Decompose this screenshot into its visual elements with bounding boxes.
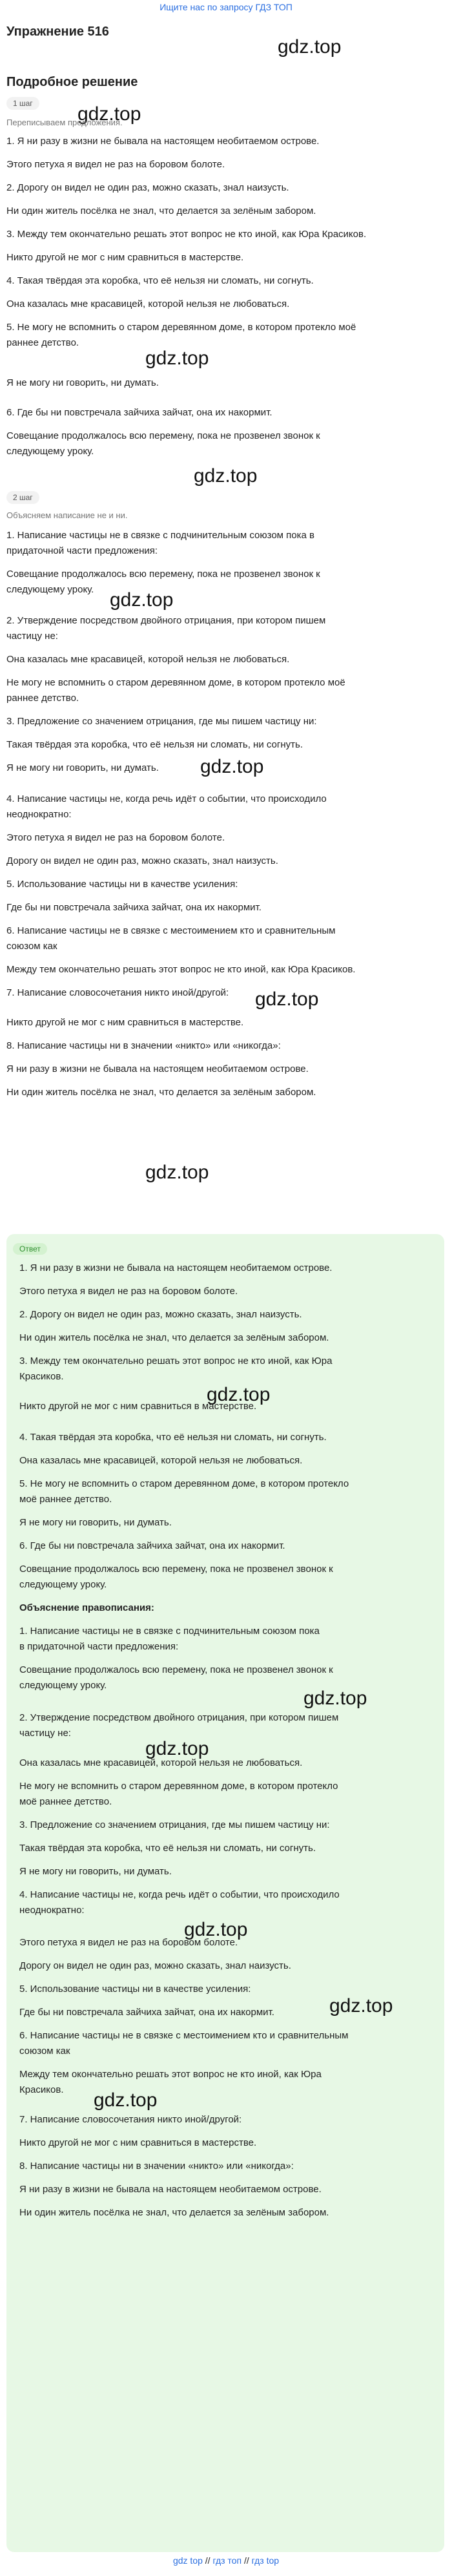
answer-line: 3. Предложение со значением отрицания, где мы пишем частицу ни: xyxy=(19,1819,330,1830)
answer-line: 4. Написание частицы не, когда речь идёт о событии, что происходило xyxy=(19,1889,340,1900)
step-2-line: 8. Написание частицы ни в значении «никто» или «никогда»: xyxy=(6,1040,281,1051)
step-1-line: Она казалась мне красавицей, которой нельзя не любоваться. xyxy=(6,298,290,309)
answer-line: в придаточной части предложения: xyxy=(19,1641,179,1652)
watermark-logo: gdz.top xyxy=(110,589,174,611)
step-1-line: 5. Не могу не вспомнить о старом деревянном доме, в котором протекло моё xyxy=(6,322,356,333)
answer-line: Я не могу ни говорить, ни думать. xyxy=(19,1866,172,1877)
watermark-logo: gdz.top xyxy=(94,2089,158,2111)
answer-line: Такая твёрдая эта коробка, что её нельзя ни сломать, ни согнуть. xyxy=(19,1843,316,1854)
watermark-logo: gdz.top xyxy=(194,465,258,487)
answer-line: частицу не: xyxy=(19,1728,71,1739)
watermark-logo: gdz.top xyxy=(77,103,141,125)
footer-separator: // xyxy=(205,2555,211,2566)
step-2-line: Совещание продолжалось всю перемену, пока не прозвенел звонок к xyxy=(6,569,320,580)
answer-line: Не могу не вспомнить о старом деревянном доме, в котором протекло xyxy=(19,1781,338,1792)
step-2-line: 7. Написание словосочетания никто иной/другой: xyxy=(6,987,229,998)
answer-line: 6. Где бы ни повстречала зайчиха зайчат, она их накормит. xyxy=(19,1540,285,1551)
step-1-line: Ни один житель посёлка не знал, что делается за зелёным забором. xyxy=(6,205,316,216)
step-2-line: 2. Утверждение посредством двойного отрицания, при котором пишем xyxy=(6,615,326,626)
answer-line: 5. Использование частицы ни в качестве усиления: xyxy=(19,1984,251,1995)
step-1-line: 3. Между тем окончательно решать этот вопрос не кто иной, как Юра Красиков. xyxy=(6,229,367,240)
step-1-line: 2. Дорогу он видел не один раз, можно сказать, знал наизусть. xyxy=(6,182,289,193)
answer-line: Этого петуха я видел не раз на боровом болоте. xyxy=(19,1937,238,1948)
step-2-line: Никто другой не мог с ним сравниться в мастерстве. xyxy=(6,1017,244,1028)
answer-line: Где бы ни повстречала зайчиха зайчат, она их накормит. xyxy=(19,2007,274,2018)
step-2-line: Где бы ни повстречала зайчиха зайчат, она их накормит. xyxy=(6,902,262,913)
step-2-line: 1. Написание частицы не в связке с подчинительным союзом пока в xyxy=(6,530,314,541)
answer-line: 1. Я ни разу в жизни не бывала на настоящем необитаемом острове. xyxy=(19,1262,333,1273)
answer-line: следующему уроку. xyxy=(19,1579,107,1590)
step-2-line: Я не могу ни говорить, ни думать. xyxy=(6,762,159,773)
watermark-logo: gdz.top xyxy=(255,989,319,1010)
answer-line: 2. Дорогу он видел не один раз, можно сказать, знал наизусть. xyxy=(19,1309,302,1320)
step-2-line: Дорогу он видел не один раз, можно сказать, знал наизусть. xyxy=(6,855,278,866)
answer-line: союзом как xyxy=(19,2046,70,2057)
footer-link-gdz-top[interactable]: gdz top xyxy=(172,2555,203,2566)
answer-line: моё раннее детство. xyxy=(19,1796,112,1807)
watermark-logo: gdz.top xyxy=(184,1919,248,1940)
answer-line: Ни один житель посёлка не знал, что делается за зелёным забором. xyxy=(19,1332,329,1343)
step-2-hint: Объясняем написание не и ни. xyxy=(6,510,128,520)
answer-line: 7. Написание словосочетания никто иной/другой: xyxy=(19,2114,242,2125)
answer-line: 2. Утверждение посредством двойного отрицания, при котором пишем xyxy=(19,1712,339,1723)
step-2-line: Такая твёрдая эта коробка, что её нельзя ни сломать, ни согнуть. xyxy=(6,739,303,750)
watermark-logo: gdz.top xyxy=(145,1162,209,1183)
answer-line: Никто другой не мог с ним сравниться в мастерстве. xyxy=(19,2137,257,2148)
step-2-line: частицу не: xyxy=(6,631,58,642)
step-2-line: Этого петуха я видел не раз на боровом болоте. xyxy=(6,832,225,843)
answer-line: 5. Не могу не вспомнить о старом деревянном доме, в котором протекло xyxy=(19,1478,349,1489)
step-2-line: Я ни разу в жизни не бывала на настоящем необитаемом острове. xyxy=(6,1063,309,1074)
watermark-logo: gdz.top xyxy=(200,756,264,777)
step-2-line: 6. Написание частицы не в связке с местоимением кто и сравнительным xyxy=(6,925,336,936)
answer-line: неоднократно: xyxy=(19,1905,85,1916)
answer-line: 4. Такая твёрдая эта коробка, что её нельзя ни сломать, ни согнуть. xyxy=(19,1432,327,1443)
watermark-logo: gdz.top xyxy=(329,1995,393,2016)
step-2-line: придаточной части предложения: xyxy=(6,545,158,556)
watermark-logo: gdz.top xyxy=(278,36,342,58)
answer-line: 3. Между тем окончательно решать этот вопрос не кто иной, как Юра xyxy=(19,1356,333,1367)
footer-link-gdz-top-ru[interactable]: гдз топ xyxy=(212,2555,242,2566)
step-2-line: союзом как xyxy=(6,941,57,952)
step-1-line: 1. Я ни разу в жизни не бывала на настоящем необитаемом острове. xyxy=(6,136,320,147)
answer-line: 8. Написание частицы ни в значении «никто» или «никогда»: xyxy=(19,2161,294,2172)
step-1-line: следующему уроку. xyxy=(6,446,94,457)
answer-line: Между тем окончательно решать этот вопрос не кто иной, как Юра xyxy=(19,2069,322,2080)
answer-line: 1. Написание частицы не в связке с подчинительным союзом пока xyxy=(19,1626,320,1637)
answer-badge: Ответ xyxy=(13,1243,47,1255)
step-2-badge: 2 шаг xyxy=(6,491,39,504)
watermark-logo: gdz.top xyxy=(303,1688,367,1709)
answer-line: моё раннее детство. xyxy=(19,1494,112,1505)
top-search-banner xyxy=(0,0,452,14)
answer-line: Она казалась мне красавицей, которой нельзя не любоваться. xyxy=(19,1757,303,1768)
step-2-line: Не могу не вспомнить о старом деревянном доме, в котором протекло моё xyxy=(6,677,345,688)
answer-line: Красиков. xyxy=(19,2084,64,2095)
step-2-line: 4. Написание частицы не, когда речь идёт о событии, что происходило xyxy=(6,793,327,804)
step-2-line: раннее детство. xyxy=(6,693,79,704)
answer-line: Никто другой не мог с ним сравниться в мастерстве. xyxy=(19,1401,257,1412)
answer-line: 6. Написание частицы не в связке с местоимением кто и сравнительным xyxy=(19,2030,349,2041)
answer-line: Совещание продолжалось всю перемену, пока не прозвенел звонок к xyxy=(19,1564,333,1575)
step-1-hint: Переписываем предложения. xyxy=(6,118,123,127)
step-1-line: раннее детство. xyxy=(6,337,79,348)
answer-line: Я не могу ни говорить, ни думать. xyxy=(19,1517,172,1528)
answer-explanation-heading: Объяснение правописания: xyxy=(19,1602,154,1613)
step-2-line: 5. Использование частицы ни в качестве усиления: xyxy=(6,879,238,890)
answer-line: Красиков. xyxy=(19,1371,64,1382)
answer-line: Дорогу он видел не один раз, можно сказать, знал наизусть. xyxy=(19,1960,291,1971)
answer-line: Я ни разу в жизни не бывала на настоящем необитаемом острове. xyxy=(19,2184,322,2195)
step-2-line: неоднократно: xyxy=(6,809,72,820)
step-2-line: Между тем окончательно решать этот вопрос не кто иной, как Юра Красиков. xyxy=(6,964,356,975)
step-1-line: Этого петуха я видел не раз на боровом болоте. xyxy=(6,159,225,170)
answer-line: Ни один житель посёлка не знал, что делается за зелёным забором. xyxy=(19,2207,329,2218)
watermark-logo: gdz.top xyxy=(145,1738,209,1759)
watermark-logo: gdz.top xyxy=(145,348,209,369)
step-2-line: Ни один житель посёлка не знал, что делается за зелёным забором. xyxy=(6,1087,316,1098)
footer-links xyxy=(0,2555,452,2566)
step-1-line: 6. Где бы ни повстречала зайчиха зайчат, она их накормит. xyxy=(6,407,272,418)
exercise-title: Упражнение 516 xyxy=(6,25,109,39)
step-1-line: Никто другой не мог с ним сравниться в мастерстве. xyxy=(6,252,244,263)
step-2-line: следующему уроку. xyxy=(6,584,94,595)
answer-line: Она казалась мне красавицей, которой нельзя не любоваться. xyxy=(19,1455,303,1466)
step-1-line: Я не могу ни говорить, ни думать. xyxy=(6,377,159,388)
search-hint-link[interactable]: Ищите нас по запросу ГДЗ ТОП xyxy=(159,2,293,12)
answer-line: Этого петуха я видел не раз на боровом болоте. xyxy=(19,1286,238,1297)
watermark-logo: gdz.top xyxy=(207,1384,271,1405)
answer-line: следующему уроку. xyxy=(19,1680,107,1691)
step-1-line: Совещание продолжалось всю перемену, пока не прозвенел звонок к xyxy=(6,430,320,441)
step-2-line: Она казалась мне красавицей, которой нельзя не любоваться. xyxy=(6,654,290,665)
answer-line: Совещание продолжалось всю перемену, пока не прозвенел звонок к xyxy=(19,1664,333,1675)
footer-link-gdz-top-mixed[interactable]: гдз top xyxy=(251,2555,280,2566)
step-1-line: 4. Такая твёрдая эта коробка, что её нельзя ни сломать, ни согнуть. xyxy=(6,275,314,286)
detailed-solution-title: Подробное решение xyxy=(6,75,138,89)
step-2-line: 3. Предложение со значением отрицания, где мы пишем частицу ни: xyxy=(6,716,317,727)
footer-separator: // xyxy=(243,2555,249,2566)
step-1-badge: 1 шаг xyxy=(6,97,39,110)
